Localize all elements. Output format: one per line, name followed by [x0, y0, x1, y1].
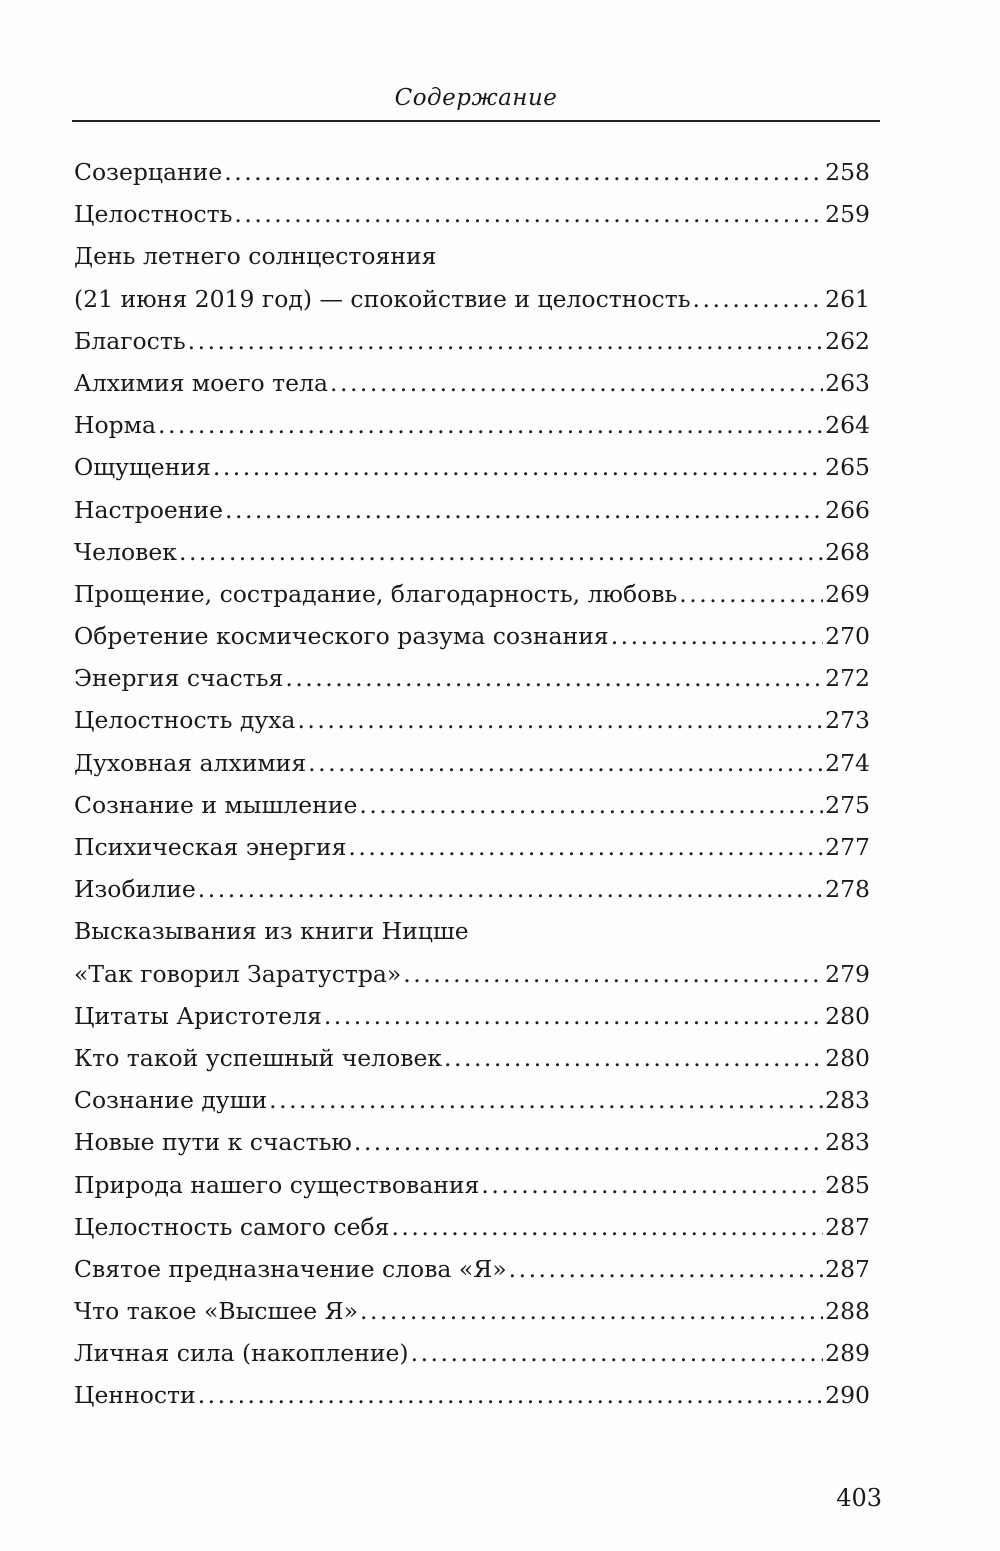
- dot-leader: [611, 615, 823, 657]
- dot-leader: [297, 699, 823, 741]
- toc-entry-title: Человек: [74, 537, 177, 566]
- toc-entry-page: 288: [825, 1297, 870, 1326]
- dot-leader: [308, 742, 823, 784]
- toc-entry-page: 280: [825, 1001, 870, 1030]
- toc-entry: [74, 235, 870, 277]
- toc-entry: [74, 699, 870, 741]
- dot-leader: [198, 868, 823, 910]
- toc-entry: [74, 193, 870, 235]
- toc-entry: [74, 573, 870, 615]
- dot-leader: [234, 193, 823, 235]
- toc-entry: [74, 404, 870, 446]
- toc-entry: [74, 531, 870, 573]
- toc-entry-title: Сознание души: [74, 1086, 268, 1115]
- toc-entry-title: Кто такой успешный человек: [74, 1043, 443, 1072]
- dot-leader: [693, 278, 824, 320]
- toc-entry-title: Святое предназначение слова «Я»: [74, 1254, 507, 1283]
- toc-entry: [74, 278, 870, 320]
- toc-entry: [74, 489, 870, 531]
- toc-entry-page: 285: [825, 1170, 870, 1199]
- toc-entry: [74, 910, 870, 952]
- toc-entry-title: Высказывания из книги Ницше: [74, 917, 469, 946]
- toc-entry-page: 275: [825, 790, 870, 819]
- toc-entry-page: 272: [825, 664, 870, 693]
- toc-entry-title: Личная сила (накопление): [74, 1339, 409, 1368]
- dot-leader: [224, 151, 823, 193]
- toc-entry-page: 270: [825, 622, 870, 651]
- dot-leader: [354, 1121, 823, 1163]
- dot-leader: [359, 784, 823, 826]
- toc-entry-page: 283: [825, 1128, 870, 1157]
- toc-entry: [74, 1037, 870, 1079]
- toc-entry-title: Ценности: [74, 1381, 196, 1410]
- toc-entry-title: «Так говорил Заратустра»: [74, 959, 402, 988]
- toc-entry: [74, 362, 870, 404]
- dot-leader: [198, 1374, 823, 1416]
- toc-entry: [74, 826, 870, 868]
- toc-entry-page: 266: [825, 495, 870, 524]
- toc-entry-page: 289: [825, 1339, 870, 1368]
- toc-entry: [74, 868, 870, 910]
- dot-leader: [481, 1164, 823, 1206]
- toc-entry-title: (21 июня 2019 год) — спокойствие и целостность: [74, 284, 691, 313]
- dot-leader: [269, 1079, 823, 1121]
- page-title: Содержание: [394, 85, 558, 111]
- toc-entry: [74, 657, 870, 699]
- toc-entry: [74, 1079, 870, 1121]
- toc-entry-title: Настроение: [74, 495, 223, 524]
- toc-entry-page: 278: [825, 875, 870, 904]
- toc-entry-title: Сознание и мышление: [74, 790, 358, 819]
- toc-entry-title: Изобилие: [74, 875, 196, 904]
- toc-entry: [74, 615, 870, 657]
- dot-leader: [188, 320, 824, 362]
- toc-entry-page: 273: [825, 706, 870, 735]
- toc-entry: [74, 446, 870, 488]
- toc-entry-title: Новые пути к счастью: [74, 1128, 352, 1157]
- toc-entry-title: Алхимия моего тела: [74, 368, 328, 397]
- toc-entry-page: 263: [825, 368, 870, 397]
- dot-leader: [158, 404, 823, 446]
- toc-entry: [74, 742, 870, 784]
- page-number: 403: [836, 1484, 882, 1512]
- header-divider: [72, 120, 880, 122]
- toc-entry-page: 287: [825, 1254, 870, 1283]
- toc-entry-page: 290: [825, 1381, 870, 1410]
- dot-leader: [391, 1206, 823, 1248]
- toc-entry: [74, 995, 870, 1037]
- running-header: [72, 80, 880, 124]
- dot-leader: [403, 953, 823, 995]
- toc-entry: [74, 1332, 870, 1374]
- dot-leader: [411, 1332, 824, 1374]
- dot-leader: [324, 995, 823, 1037]
- toc-entry-page: 274: [825, 748, 870, 777]
- toc-entry-page: 287: [825, 1212, 870, 1241]
- toc-entry: [74, 1374, 870, 1416]
- toc-entry-title: Духовная алхимия: [74, 748, 307, 777]
- dot-leader: [348, 826, 823, 868]
- toc-entry-title: Благость: [74, 326, 186, 355]
- toc-entry-page: 279: [825, 959, 870, 988]
- toc-entry: [74, 1206, 870, 1248]
- toc-entry-title: Целостность самого себя: [74, 1212, 390, 1241]
- toc-entry-title: Норма: [74, 411, 156, 440]
- dot-leader: [679, 573, 823, 615]
- toc-entry: [74, 1164, 870, 1206]
- toc-entry-title: Психическая энергия: [74, 833, 347, 861]
- toc-entry-title: Прощение, сострадание, благодарность, любовь: [74, 579, 678, 608]
- toc-entry-title: Целостность духа: [74, 706, 296, 735]
- dot-leader: [444, 1037, 823, 1079]
- table-of-contents: [74, 151, 870, 1417]
- toc-entry-page: 277: [825, 833, 870, 861]
- toc-entry-page: 259: [825, 200, 870, 229]
- toc-entry-page: 262: [825, 326, 870, 355]
- dot-leader: [285, 657, 823, 699]
- toc-entry: [74, 784, 870, 826]
- toc-entry-page: 283: [825, 1086, 870, 1115]
- toc-entry-title: Целостность: [74, 200, 233, 229]
- toc-entry-page: 268: [825, 537, 870, 566]
- dot-leader: [330, 362, 823, 404]
- toc-entry-title: Обретение космического разума сознания: [74, 622, 609, 651]
- dot-leader: [179, 531, 823, 573]
- toc-entry-page: 261: [825, 284, 870, 313]
- toc-entry: [74, 1248, 870, 1290]
- toc-entry: [74, 320, 870, 362]
- toc-entry-title: Цитаты Аристотеля: [74, 1001, 322, 1030]
- toc-entry-page: 258: [825, 158, 870, 186]
- toc-entry-title: День летнего солнцестояния: [74, 242, 437, 271]
- toc-entry-title: Созерцание: [74, 158, 223, 186]
- toc-entry-title: Что такое «Высшее Я»: [74, 1297, 359, 1326]
- toc-entry-page: 280: [825, 1043, 870, 1072]
- toc-entry-page: 264: [825, 411, 870, 440]
- toc-entry: [74, 1121, 870, 1163]
- toc-entry-page: 265: [825, 453, 870, 482]
- dot-leader: [360, 1290, 823, 1332]
- toc-entry-title: Ощущения: [74, 453, 211, 482]
- toc-entry: [74, 151, 870, 193]
- toc-entry: [74, 953, 870, 995]
- toc-entry-page: 269: [825, 579, 870, 608]
- dot-leader: [213, 446, 823, 488]
- toc-entry: [74, 1290, 870, 1332]
- toc-entry-title: Энергия счастья: [74, 664, 284, 693]
- dot-leader: [509, 1248, 824, 1290]
- dot-leader: [225, 489, 823, 531]
- toc-entry-title: Природа нашего существования: [74, 1170, 480, 1199]
